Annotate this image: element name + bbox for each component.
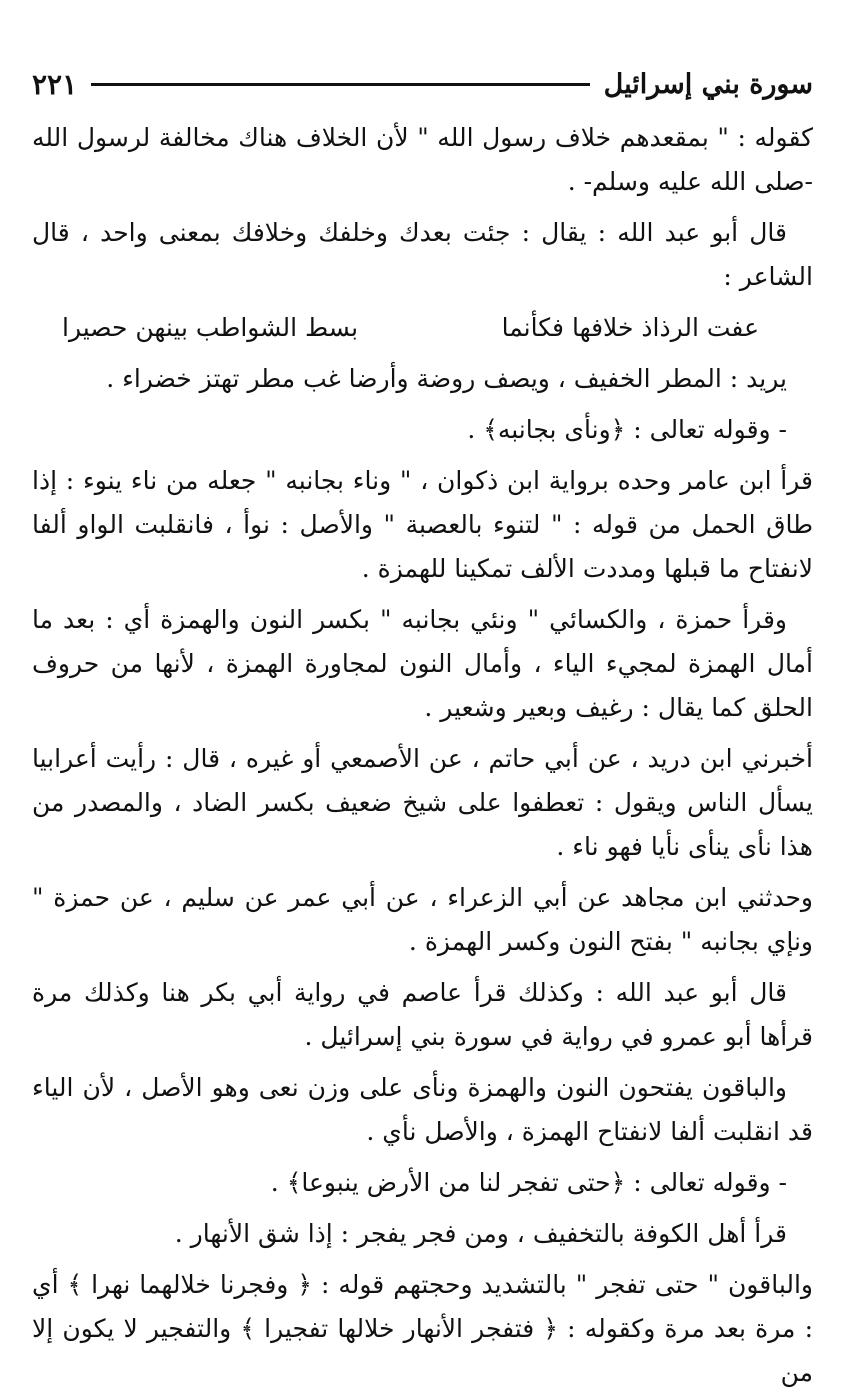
paragraph: قرأ أهل الكوفة بالتخفيف ، ومن فجر يفجر : إذا شق الأنهار . xyxy=(174,1219,787,1248)
poetry-verse xyxy=(62,306,759,350)
paragraph: والباقون " حتى تفجر " بالتشديد وحجتهم قوله : ﴿ وفجرنا خلالهما نهرا ﴾ أي : مرة بعد مرة وكقوله : ﴿ فتفجر الأنهار خلالها تفجيرا ﴾ والتفجير لا يكون إلا من xyxy=(32,1270,813,1387)
paragraph: أخبرني ابن دريد ، عن أبي حاتم ، عن الأصمعي أو غيره ، قال : رأيت أعرابيا يسأل الناس ويقول : تعطفوا على شيخ ضعيف بكسر الضاد ، والمصدر من هذا نأى ينأى نأيا فهو ناء . xyxy=(32,744,813,861)
quran-verse-heading: - وقوله تعالى : ﴿ونأى بجانبه﴾ . xyxy=(467,415,787,444)
paragraph: قال أبو عبد الله : يقال : جئت بعدك وخلفك وخلافك بمعنى واحد ، قال الشاعر : xyxy=(32,218,813,291)
paragraph: كقوله : " بمقعدهم خلاف رسول الله " لأن الخلاف هناك مخالفة لرسول الله -صلى الله عليه وسلم- . xyxy=(32,123,813,196)
paragraph: والباقون يفتحون النون والهمزة ونأى على وزن نعى وهو الأصل ، لأن الياء قد انقلبت ألفا لانفتاح الهمزة ، والأصل نأي . xyxy=(32,1073,813,1146)
verse-second-hemistich: بسط الشواطب بينهن حصيرا xyxy=(62,313,359,342)
paragraph: يريد : المطر الخفيف ، ويصف روضة وأرضا غب مطر تهتز خضراء . xyxy=(106,364,787,393)
paragraph: قال أبو عبد الله : وكذلك قرأ عاصم في رواية أبي بكر هنا وكذلك مرة قرأها أبو عمرو في رواية في سورة بني إسرائيل . xyxy=(32,978,813,1051)
paragraph: قرأ ابن عامر وحده برواية ابن ذكوان ، " وناء بجانبه " جعله من ناء ينوء : إذا طاق الحمل من قوله : " لتنوء بالعصبة " والأصل : نوأ ، فانقلبت الواو ألفا لانفتاح ما قبلها ومددت الألف تمكينا للهمزة . xyxy=(32,466,813,583)
page-body xyxy=(32,116,813,1395)
quran-verse-heading: - وقوله تعالى : ﴿حتى تفجر لنا من الأرض ينبوعا﴾ . xyxy=(270,1168,787,1197)
running-title: سورة بني إسرائيل xyxy=(603,68,813,100)
page-number: ٢٢١ xyxy=(32,67,78,101)
paragraph: وقرأ حمزة ، والكسائي " ونئي بجانبه " بكسر النون والهمزة أي : بعد ما أمال الهمزة لمجيء الياء ، وأمال النون لمجاورة الهمزة ، لأنها من حروف الحلق كما يقال : رغيف وبعير وشعير . xyxy=(32,605,813,722)
header-rule xyxy=(91,83,590,86)
paragraph: وحدثني ابن مجاهد عن أبي الزعراء ، عن أبي عمر عن سليم ، عن حمزة " ونإي بجانبه " بفتح النون وكسر الهمزة . xyxy=(32,883,813,956)
page-header xyxy=(32,58,813,110)
verse-first-hemistich: عفت الرذاذ خلافها فكأنما xyxy=(501,313,759,342)
